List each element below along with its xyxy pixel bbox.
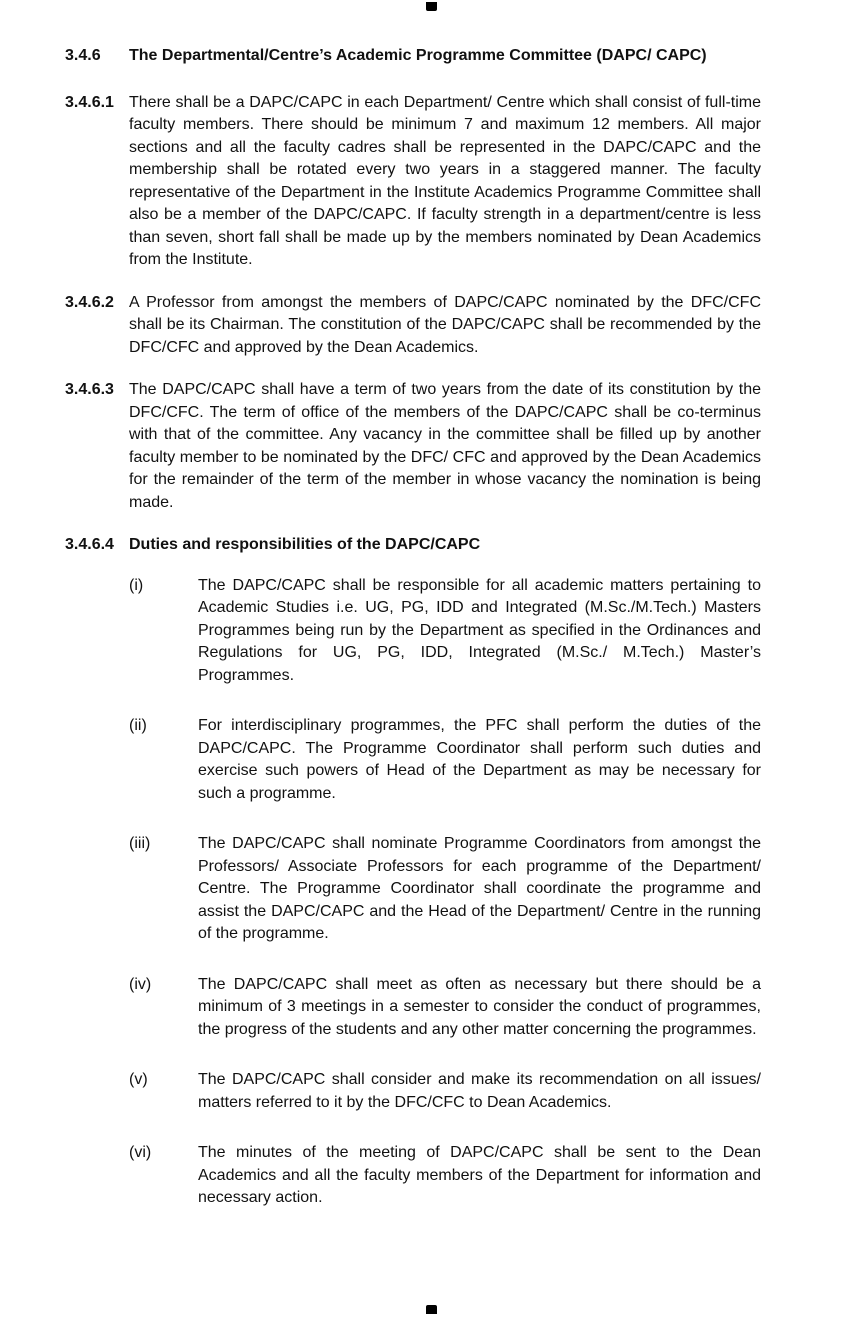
duty-text: The DAPC/CAPC shall nominate Programme Coordinators from amongst the Professors/ Associate Professors for each programme of the Department/ Centre. The Programme Coordinator shall coordinate the programme and assist the DAPC/CAPC and the Head of the Department/ Centre in the running of the programme. [198,835,761,942]
clause-3-4-6-4 [65,534,761,557]
clause-number: 3.4.6.4 [65,536,114,553]
clause-number: 3.4.6.3 [65,381,114,398]
duty-item-iii [129,833,761,946]
clause-number: 3.4.6.2 [65,293,114,311]
section-title: The Departmental/Centre’s Academic Programme Committee (DAPC/ CAPC) [129,47,707,64]
duty-text: The DAPC/CAPC shall consider and make its recommendation on all issues/ matters referred to it by the DFC/CFC to Dean Academics. [198,1071,761,1111]
clause-3-4-6-3 [65,379,761,514]
clause-subheading-text: Duties and responsibilities of the DAPC/CAPC [129,536,481,553]
duty-text: The minutes of the meeting of DAPC/CAPC shall be sent to the Dean Academics and all the faculty members of the Department for information and necessary action. [198,1144,761,1206]
duty-marker: (iv) [129,975,152,993]
duty-text: The DAPC/CAPC shall be responsible for all academic matters pertaining to Academic Studies i.e. UG, PG, IDD and Integrated (M.Sc./M.Tech.) Masters Programmes being run by the Department as specified in the Ordinances and Regulations for UG, PG, IDD, Integrated (M.Sc./ M.Tech.) Master’s Programmes. [198,576,761,684]
clause-text: A Professor from amongst the members of DAPC/CAPC nominated by the DFC/CFC shall be its Chairman. The constitution of the DAPC/CAPC shall be recommended by the DFC/CFC and approved by the Dean Academics. [129,293,761,356]
duty-item-i [129,575,761,688]
duty-item-v [129,1069,761,1114]
duty-text: For interdisciplinary programmes, the PFC shall perform the duties of the DAPC/CAPC. The Programme Coordinator shall perform such duties and exercise such powers of Head of the Department as may be necessary for such a programme. [198,717,761,802]
duties-list [129,575,761,1210]
duty-marker: (vi) [129,1144,152,1161]
duty-item-iv [129,974,761,1042]
duty-item-ii [129,715,761,805]
duty-marker: (ii) [129,717,147,734]
cropped-header-mark [426,2,437,11]
cropped-footer-mark [426,1305,437,1314]
duty-marker: (iii) [129,835,151,852]
clause-3-4-6-2 [65,292,761,360]
duty-marker: (v) [129,1071,148,1088]
duty-item-vi [129,1142,761,1210]
clause-text: The DAPC/CAPC shall have a term of two years from the date of its constitution by the DFC/CFC. The term of office of the members of the DAPC/CAPC shall be co-terminus with that of the committee. Any vacancy in the committee shall be filled up by another faculty member to be nominated by the DFC/ CFC and approved by the Dean Academics for the remainder of the term of the member in whose vacancy the nomination is being made. [129,381,761,511]
duty-text: The DAPC/CAPC shall meet as often as necessary but there should be a minimum of 3 meetings in a semester to consider the conduct of programmes, the progress of the students and any other matter concerning the programmes. [198,975,761,1038]
clause-number: 3.4.6.1 [65,93,114,111]
section-heading [65,45,761,68]
duty-marker: (i) [129,576,144,594]
clause-3-4-6-1 [65,92,761,272]
section-number: 3.4.6 [65,47,101,64]
clause-text: There shall be a DAPC/CAPC in each Department/ Centre which shall consist of full-time faculty members. There should be minimum 7 and maximum 12 members. All major sections and all the faculty cadres shall be represented in the DAPC/CAPC and the membership shall be rotated every two years in a staggered manner. The faculty representative of the Department in the Institute Academics Programme Committee shall also be a member of the DAPC/CAPC. If faculty strength in a department/centre is less than seven, short fall shall be made up by the members nominated by Dean Academics from the Institute. [129,93,761,268]
